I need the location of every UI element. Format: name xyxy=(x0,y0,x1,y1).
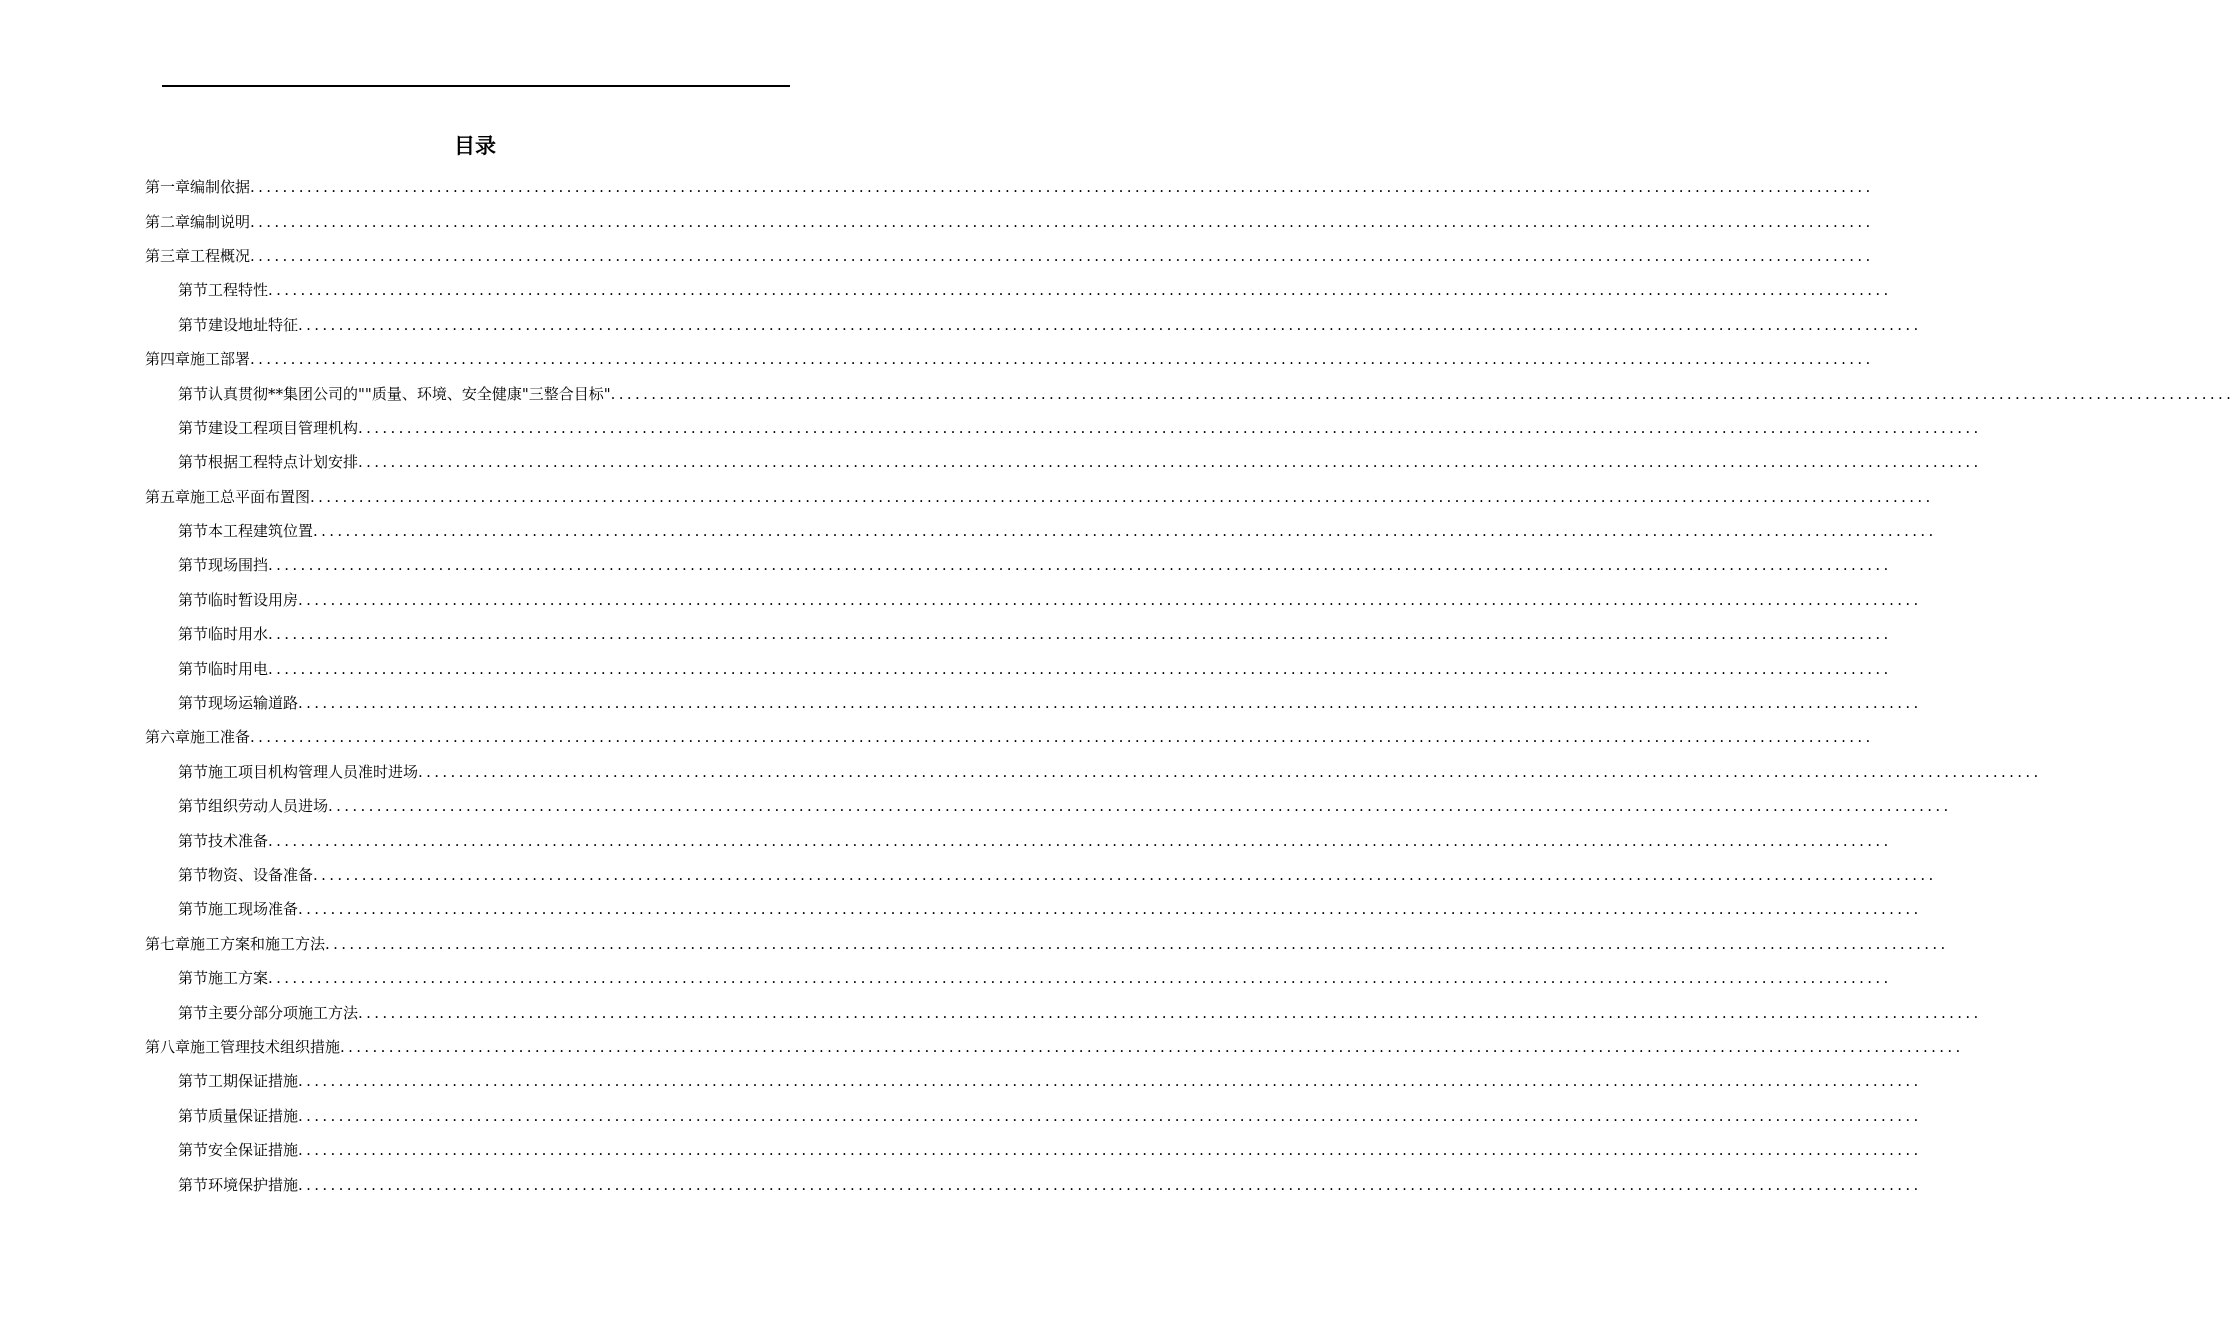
toc-entry-label: 第节 xyxy=(178,659,209,678)
toc-entry-text: 编制依据 xyxy=(190,178,251,197)
header-rule xyxy=(162,85,790,87)
toc-section-entry[interactable] xyxy=(0,755,2042,789)
toc-entry-label: 第一章 xyxy=(145,178,191,197)
toc-title: 目录 xyxy=(454,134,496,158)
toc-entry-text: 施工现场准备 xyxy=(208,900,299,919)
toc-entry-label: 第节 xyxy=(178,556,209,575)
toc-entry-text: 施工方案和施工方法 xyxy=(190,934,326,953)
toc-entry-text: 现场围挡 xyxy=(208,556,269,575)
toc-entry-label: 第八章 xyxy=(145,1037,191,1056)
toc-entry-label: 第节 xyxy=(178,969,209,988)
toc-chapter-entry[interactable] xyxy=(0,342,1874,376)
toc-section-entry[interactable] xyxy=(0,823,1892,857)
toc-section-entry[interactable] xyxy=(0,548,1892,582)
toc-entry-text: 环境保护措施 xyxy=(208,1175,299,1194)
toc-entry-text: 质量保证措施 xyxy=(208,1106,299,1125)
table-of-contents xyxy=(0,170,2234,1202)
toc-dot-leader: ........................................................................................................................................................................................................ xyxy=(250,350,1874,369)
toc-entry-label: 第四章 xyxy=(145,350,191,369)
toc-dot-leader: ........................................................................................................................................................................................................ xyxy=(313,522,1937,541)
toc-entry-label: 第节 xyxy=(178,694,209,713)
toc-entry-text: 建设地址特征 xyxy=(208,315,299,334)
toc-dot-leader: ........................................................................................................................................................................................................ xyxy=(268,556,1892,575)
toc-dot-leader: ........................................................................................................................................................................................................ xyxy=(328,797,1952,816)
toc-entry-text: 施工准备 xyxy=(190,728,251,747)
toc-section-entry[interactable] xyxy=(0,376,2234,410)
toc-entry-label: 第节 xyxy=(178,453,209,472)
toc-entry-label: 第节 xyxy=(178,1106,209,1125)
toc-entry-label: 第六章 xyxy=(145,728,191,747)
toc-entry-label: 第节 xyxy=(178,418,209,437)
toc-entry-label: 第节 xyxy=(178,866,209,884)
toc-dot-leader: ........................................................................................................................................................................................................ xyxy=(418,762,2042,781)
toc-section-entry[interactable] xyxy=(0,686,1922,720)
toc-entry-text: 根据工程特点计划安排 xyxy=(208,453,359,472)
toc-section-entry[interactable] xyxy=(0,445,1982,479)
toc-entry-text: 技术准备 xyxy=(208,831,269,850)
toc-section-entry[interactable] xyxy=(0,651,1892,685)
toc-entry-text: 临时暂设用房 xyxy=(208,590,299,609)
toc-entry-text: 施工部署 xyxy=(190,350,251,369)
toc-chapter-entry[interactable] xyxy=(0,927,1949,961)
toc-dot-leader: ........................................................................................................................................................................................................ xyxy=(313,866,1937,884)
toc-entry-label: 第节 xyxy=(178,1003,209,1022)
toc-dot-leader: ........................................................................................................................................................................................................ xyxy=(268,831,1892,850)
toc-entry-text: 本工程建筑位置 xyxy=(208,522,314,541)
toc-dot-leader: ........................................................................................................................................................................................................ xyxy=(268,281,1892,300)
toc-dot-leader: ........................................................................................................................................................................................................ xyxy=(298,590,1922,609)
toc-section-entry[interactable] xyxy=(0,308,1922,342)
toc-dot-leader: ........................................................................................................................................................................................................ xyxy=(250,728,1874,747)
toc-entry-text: 主要分部分项施工方法 xyxy=(208,1003,359,1022)
toc-section-entry[interactable] xyxy=(0,1167,1922,1201)
toc-entry-label: 第七章 xyxy=(145,934,191,953)
toc-section-entry[interactable] xyxy=(0,858,1937,892)
toc-chapter-entry[interactable] xyxy=(0,204,1874,238)
toc-section-entry[interactable] xyxy=(0,1064,1922,1098)
toc-chapter-entry[interactable] xyxy=(0,480,1934,514)
toc-entry-text: 编制说明 xyxy=(190,212,251,231)
toc-entry-label: 第节 xyxy=(178,590,209,609)
toc-entry-label: 第节 xyxy=(178,315,209,334)
toc-section-entry[interactable] xyxy=(0,1099,1922,1133)
toc-entry-label: 第节 xyxy=(178,625,209,644)
toc-entry-text: 认真贯彻**集团公司的""质量、环境、安全健康"三整合目标" xyxy=(208,384,611,403)
toc-entry-label: 第节 xyxy=(178,762,209,781)
toc-entry-label: 第节 xyxy=(178,831,209,850)
toc-section-entry[interactable] xyxy=(0,995,1982,1029)
toc-chapter-entry[interactable] xyxy=(0,1030,1964,1064)
toc-section-entry[interactable] xyxy=(0,411,1982,445)
toc-entry-text: 施工管理技术组织措施 xyxy=(190,1037,341,1056)
toc-dot-leader: ........................................................................................................................................................................................................ xyxy=(298,1106,1922,1125)
toc-entry-text: 现场运输道路 xyxy=(208,694,299,713)
toc-entry-label: 第节 xyxy=(178,522,209,541)
toc-section-entry[interactable] xyxy=(0,789,1952,823)
toc-dot-leader: ........................................................................................................................................................................................................ xyxy=(340,1037,1964,1056)
toc-entry-label: 第节 xyxy=(178,797,209,816)
toc-dot-leader: ........................................................................................................................................................................................................ xyxy=(298,1141,1922,1160)
toc-entry-label: 第节 xyxy=(178,281,209,300)
toc-section-entry[interactable] xyxy=(0,273,1892,307)
toc-dot-leader: ........................................................................................................................................................................................................ xyxy=(268,969,1892,988)
toc-entry-text: 临时用电 xyxy=(208,659,269,678)
toc-dot-leader: ........................................................................................................................................................................................................ xyxy=(310,487,1934,506)
toc-section-entry[interactable] xyxy=(0,514,1937,548)
toc-entry-label: 第节 xyxy=(178,1141,209,1160)
toc-entry-text: 工期保证措施 xyxy=(208,1072,299,1091)
toc-section-entry[interactable] xyxy=(0,1133,1922,1167)
toc-dot-leader: ........................................................................................................................................................................................................ xyxy=(250,246,1874,265)
toc-entry-text: 物资、设备准备 xyxy=(208,866,314,884)
toc-section-entry[interactable] xyxy=(0,617,1892,651)
toc-dot-leader: ........................................................................................................................................................................................................ xyxy=(325,934,1949,953)
toc-entry-text: 工程特性 xyxy=(208,281,269,300)
toc-dot-leader: ........................................................................................................................................................................................................ xyxy=(358,1003,1982,1022)
toc-chapter-entry[interactable] xyxy=(0,720,1874,754)
toc-dot-leader: ........................................................................................................................................................................................................ xyxy=(358,418,1982,437)
toc-entry-text: 施工方案 xyxy=(208,969,269,988)
toc-section-entry[interactable] xyxy=(0,892,1922,926)
toc-entry-label: 第节 xyxy=(178,1072,209,1091)
toc-dot-leader: ........................................................................................................................................................................................................ xyxy=(250,178,1874,197)
toc-dot-leader: ........................................................................................................................................................................................................ xyxy=(268,659,1892,678)
toc-entry-text: 建设工程项目管理机构 xyxy=(208,418,359,437)
toc-entry-text: 组织劳动人员进场 xyxy=(208,797,329,816)
toc-dot-leader: ........................................................................................................................................................................................................ xyxy=(298,1175,1922,1194)
toc-entry-label: 第三章 xyxy=(145,246,191,265)
toc-entry-text: 施工总平面布置图 xyxy=(190,487,311,506)
toc-dot-leader: ........................................................................................................................................................................................................ xyxy=(358,453,1982,472)
toc-entry-label: 第节 xyxy=(178,1175,209,1194)
toc-dot-leader: ........................................................................................................................................................................................................ xyxy=(298,315,1922,334)
toc-dot-leader: ........................................................................................................................................................................................................ xyxy=(298,900,1922,919)
toc-entry-label: 第节 xyxy=(178,384,209,403)
toc-entry-label: 第五章 xyxy=(145,487,191,506)
toc-chapter-entry[interactable] xyxy=(0,239,1874,273)
toc-section-entry[interactable] xyxy=(0,961,1892,995)
toc-section-entry[interactable] xyxy=(0,583,1922,617)
toc-dot-leader: ........................................................................................................................................................................................................ xyxy=(298,694,1922,713)
toc-dot-leader: ........................................................................................................................................................................................................ xyxy=(298,1072,1922,1091)
toc-dot-leader: ........................................................................................................................................................................................................ xyxy=(610,384,2234,403)
toc-entry-text: 工程概况 xyxy=(190,246,251,265)
toc-entry-text: 临时用水 xyxy=(208,625,269,644)
toc-dot-leader: ........................................................................................................................................................................................................ xyxy=(268,625,1892,644)
toc-entry-text: 安全保证措施 xyxy=(208,1141,299,1160)
toc-dot-leader: ........................................................................................................................................................................................................ xyxy=(250,212,1874,231)
toc-entry-label: 第节 xyxy=(178,900,209,919)
toc-chapter-entry[interactable] xyxy=(0,170,1874,204)
toc-entry-text: 施工项目机构管理人员准时进场 xyxy=(208,762,419,781)
toc-entry-label: 第二章 xyxy=(145,212,191,231)
